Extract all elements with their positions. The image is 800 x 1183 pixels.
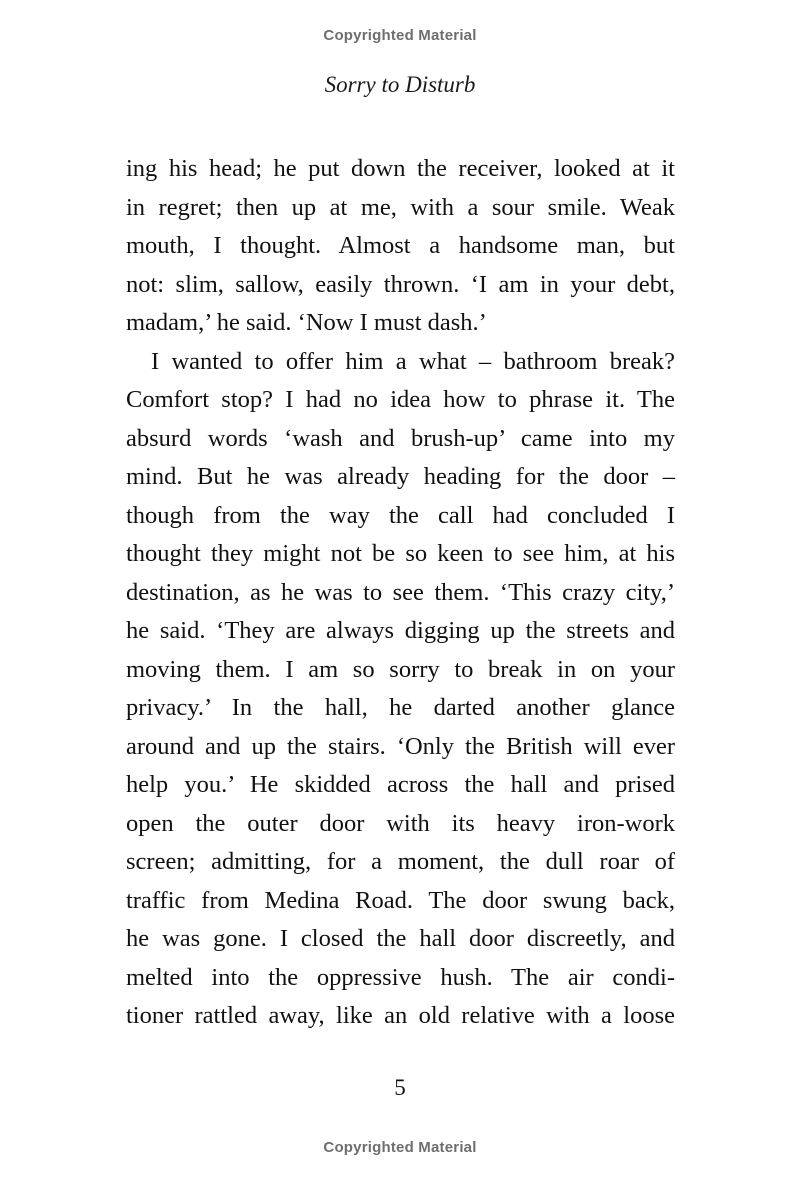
copyright-watermark-top: Copyrighted Material [323,27,477,44]
text-line: he said. ‘They are always digging up the streets and [126,617,675,644]
text-line: Comfort stop? I had no idea how to phrase it. The [126,386,675,413]
text-line: absurd words ‘wash and brush-up’ came into my [126,424,675,452]
text-line: mouth, I thought. Almost a handsome man, but [126,232,675,259]
text-line: not: slim, sallow, easily thrown. ‘I am in your debt, [126,270,675,298]
paragraph-2 [126,343,675,1036]
text-line: he was gone. I closed the hall door discreetly, and [126,925,675,952]
text-line: open the outer door with its heavy iron-work [126,809,675,837]
text-line: help you.’ He skidded across the hall and prised [126,771,675,798]
text-line: screen; admitting, for a moment, the dull roar of [126,848,675,875]
running-head: Sorry to Disturb [324,72,476,97]
page-body [126,150,675,1036]
text-line: mind. But he was already heading for the door – [126,463,675,490]
page-number: 5 [394,1075,406,1100]
text-line: ing his head; he put down the receiver, looked at it [126,155,675,182]
text-line: I wanted to offer him a what – bathroom break? [151,347,675,375]
text-line: though from the way the call had concluded I [126,501,675,529]
copyright-watermark-bottom: Copyrighted Material [323,1139,477,1156]
text-line: moving them. I am so sorry to break in on your [126,655,675,683]
text-line: tioner rattled away, like an old relative with a loose [126,1002,675,1029]
text-line: privacy.’ In the hall, he darted another glance [126,694,675,721]
text-line: around and up the stairs. ‘Only the British will ever [126,732,675,760]
text-line: madam,’ he said. ‘Now I must dash.’ [126,309,487,336]
text-line: melted into the oppressive hush. The air condi- [126,963,675,991]
text-line: traffic from Medina Road. The door swung back, [126,886,675,914]
text-line: destination, as he was to see them. ‘This crazy city,’ [126,578,675,606]
paragraph-1 [126,150,675,343]
text-line: in regret; then up at me, with a sour smile. Weak [126,193,675,221]
text-line: thought they might not be so keen to see him, at his [126,540,675,567]
